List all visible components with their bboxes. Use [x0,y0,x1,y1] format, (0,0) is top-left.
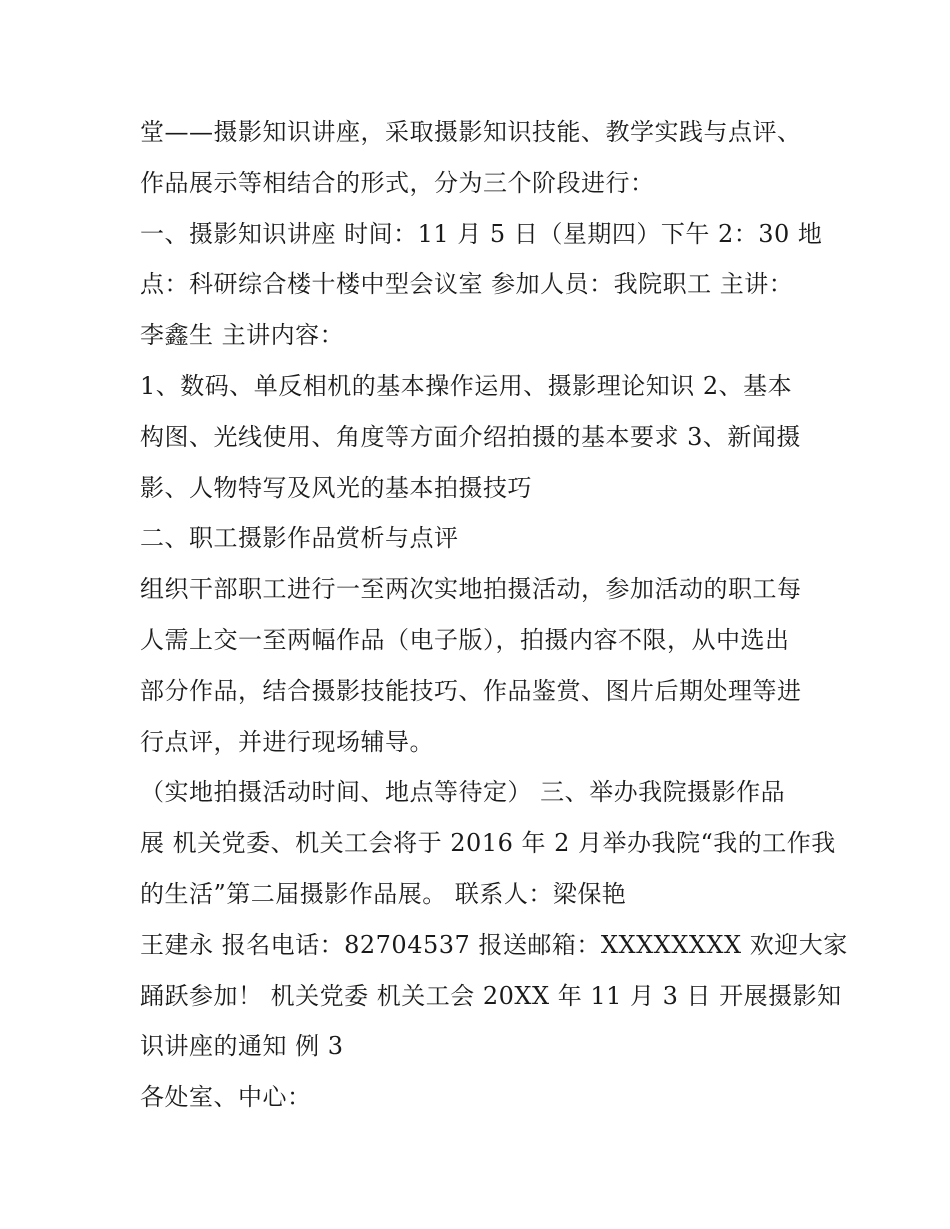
document-body [140,107,848,1123]
text-line: 踊跃参加！ 机关党委 机关工会 20XX 年 11 月 3 日 开展摄影知 [140,981,842,1010]
text-line: 影、人物特写及风光的基本拍摄技巧 [140,473,532,502]
text-line: 构图、光线使用、角度等方面介绍拍摄的基本要求 3、新闻摄 [140,422,801,451]
section-heading: 二、职工摄影作品赏析与点评 [140,524,459,553]
text-line: 识讲座的通知 例 3 [140,1032,344,1061]
text-line: 点：科研综合楼十楼中型会议室 参加人员：我院职工 主讲： [140,270,794,299]
text-line: 李鑫生 主讲内容： [140,321,345,350]
text-line: 人需上交一至两幅作品（电子版），拍摄内容不限，从中选出 [140,625,790,654]
text-line: （实地拍摄活动时间、地点等待定） 三、举办我院摄影作品 [140,778,786,807]
text-line: 作品展示等相结合的形式，分为三个阶段进行： [140,168,655,197]
text-line: 堂——摄影知识讲座，采取摄影知识技能、教学实践与点评、 [140,118,802,146]
text-line: 行点评，并进行现场辅导。 [140,727,434,756]
text-line: 王建永 报名电话：82704537 报送邮箱：XXXXXXXX 欢迎大家 [140,930,848,959]
text-line: 部分作品，结合摄影技能技巧、作品鉴赏、图片后期处理等进 [140,676,802,705]
text-line: 一、摄影知识讲座 时间：11 月 5 日（星期四）下午 2：30 地 [140,219,823,248]
text-line: 组织干部职工进行一至两次实地拍摄活动，参加活动的职工每 [140,575,802,604]
salutation-line: 各处室、中心： [140,1083,312,1112]
text-line: 1、数码、单反相机的基本操作运用、摄影理论知识 2、基本 [140,371,793,400]
text-line: 展 机关党委、机关工会将于 2016 年 2 月举办我院“我的工作我 [140,829,836,858]
text-line: 的生活”第二届摄影作品展。 联系人：梁保艳 [140,879,627,908]
